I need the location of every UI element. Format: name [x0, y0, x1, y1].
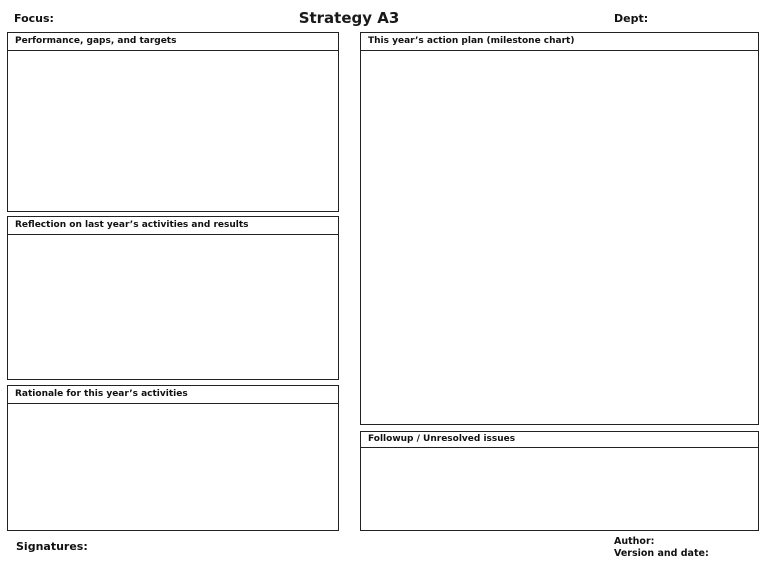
- action-plan-section: [360, 32, 759, 425]
- followup-section-area[interactable]: [361, 448, 758, 530]
- performance-section-area[interactable]: [8, 51, 338, 211]
- reflection-section: [7, 216, 339, 380]
- action-plan-section-title: This year’s action plan (milestone chart): [361, 33, 758, 51]
- focus-label: Focus:: [14, 12, 54, 25]
- rationale-section-area[interactable]: [8, 404, 338, 530]
- version-date-label: Version and date:: [614, 548, 709, 559]
- author-label: Author:: [614, 536, 655, 547]
- reflection-section-title: Reflection on last year’s activities and results: [8, 217, 338, 235]
- page-title: Strategy A3: [298, 9, 400, 27]
- dept-label: Dept:: [614, 12, 649, 25]
- performance-section-title: Performance, gaps, and targets: [8, 33, 338, 51]
- action-plan-section-area[interactable]: [361, 51, 758, 424]
- performance-section: [7, 32, 339, 212]
- signatures-label: Signatures:: [16, 540, 88, 553]
- reflection-section-area[interactable]: [8, 235, 338, 379]
- rationale-section: [7, 385, 339, 531]
- followup-section-title: Followup / Unresolved issues: [361, 432, 758, 448]
- rationale-section-title: Rationale for this year’s activities: [8, 386, 338, 404]
- followup-section: [360, 431, 759, 531]
- author-version-block: [614, 536, 709, 560]
